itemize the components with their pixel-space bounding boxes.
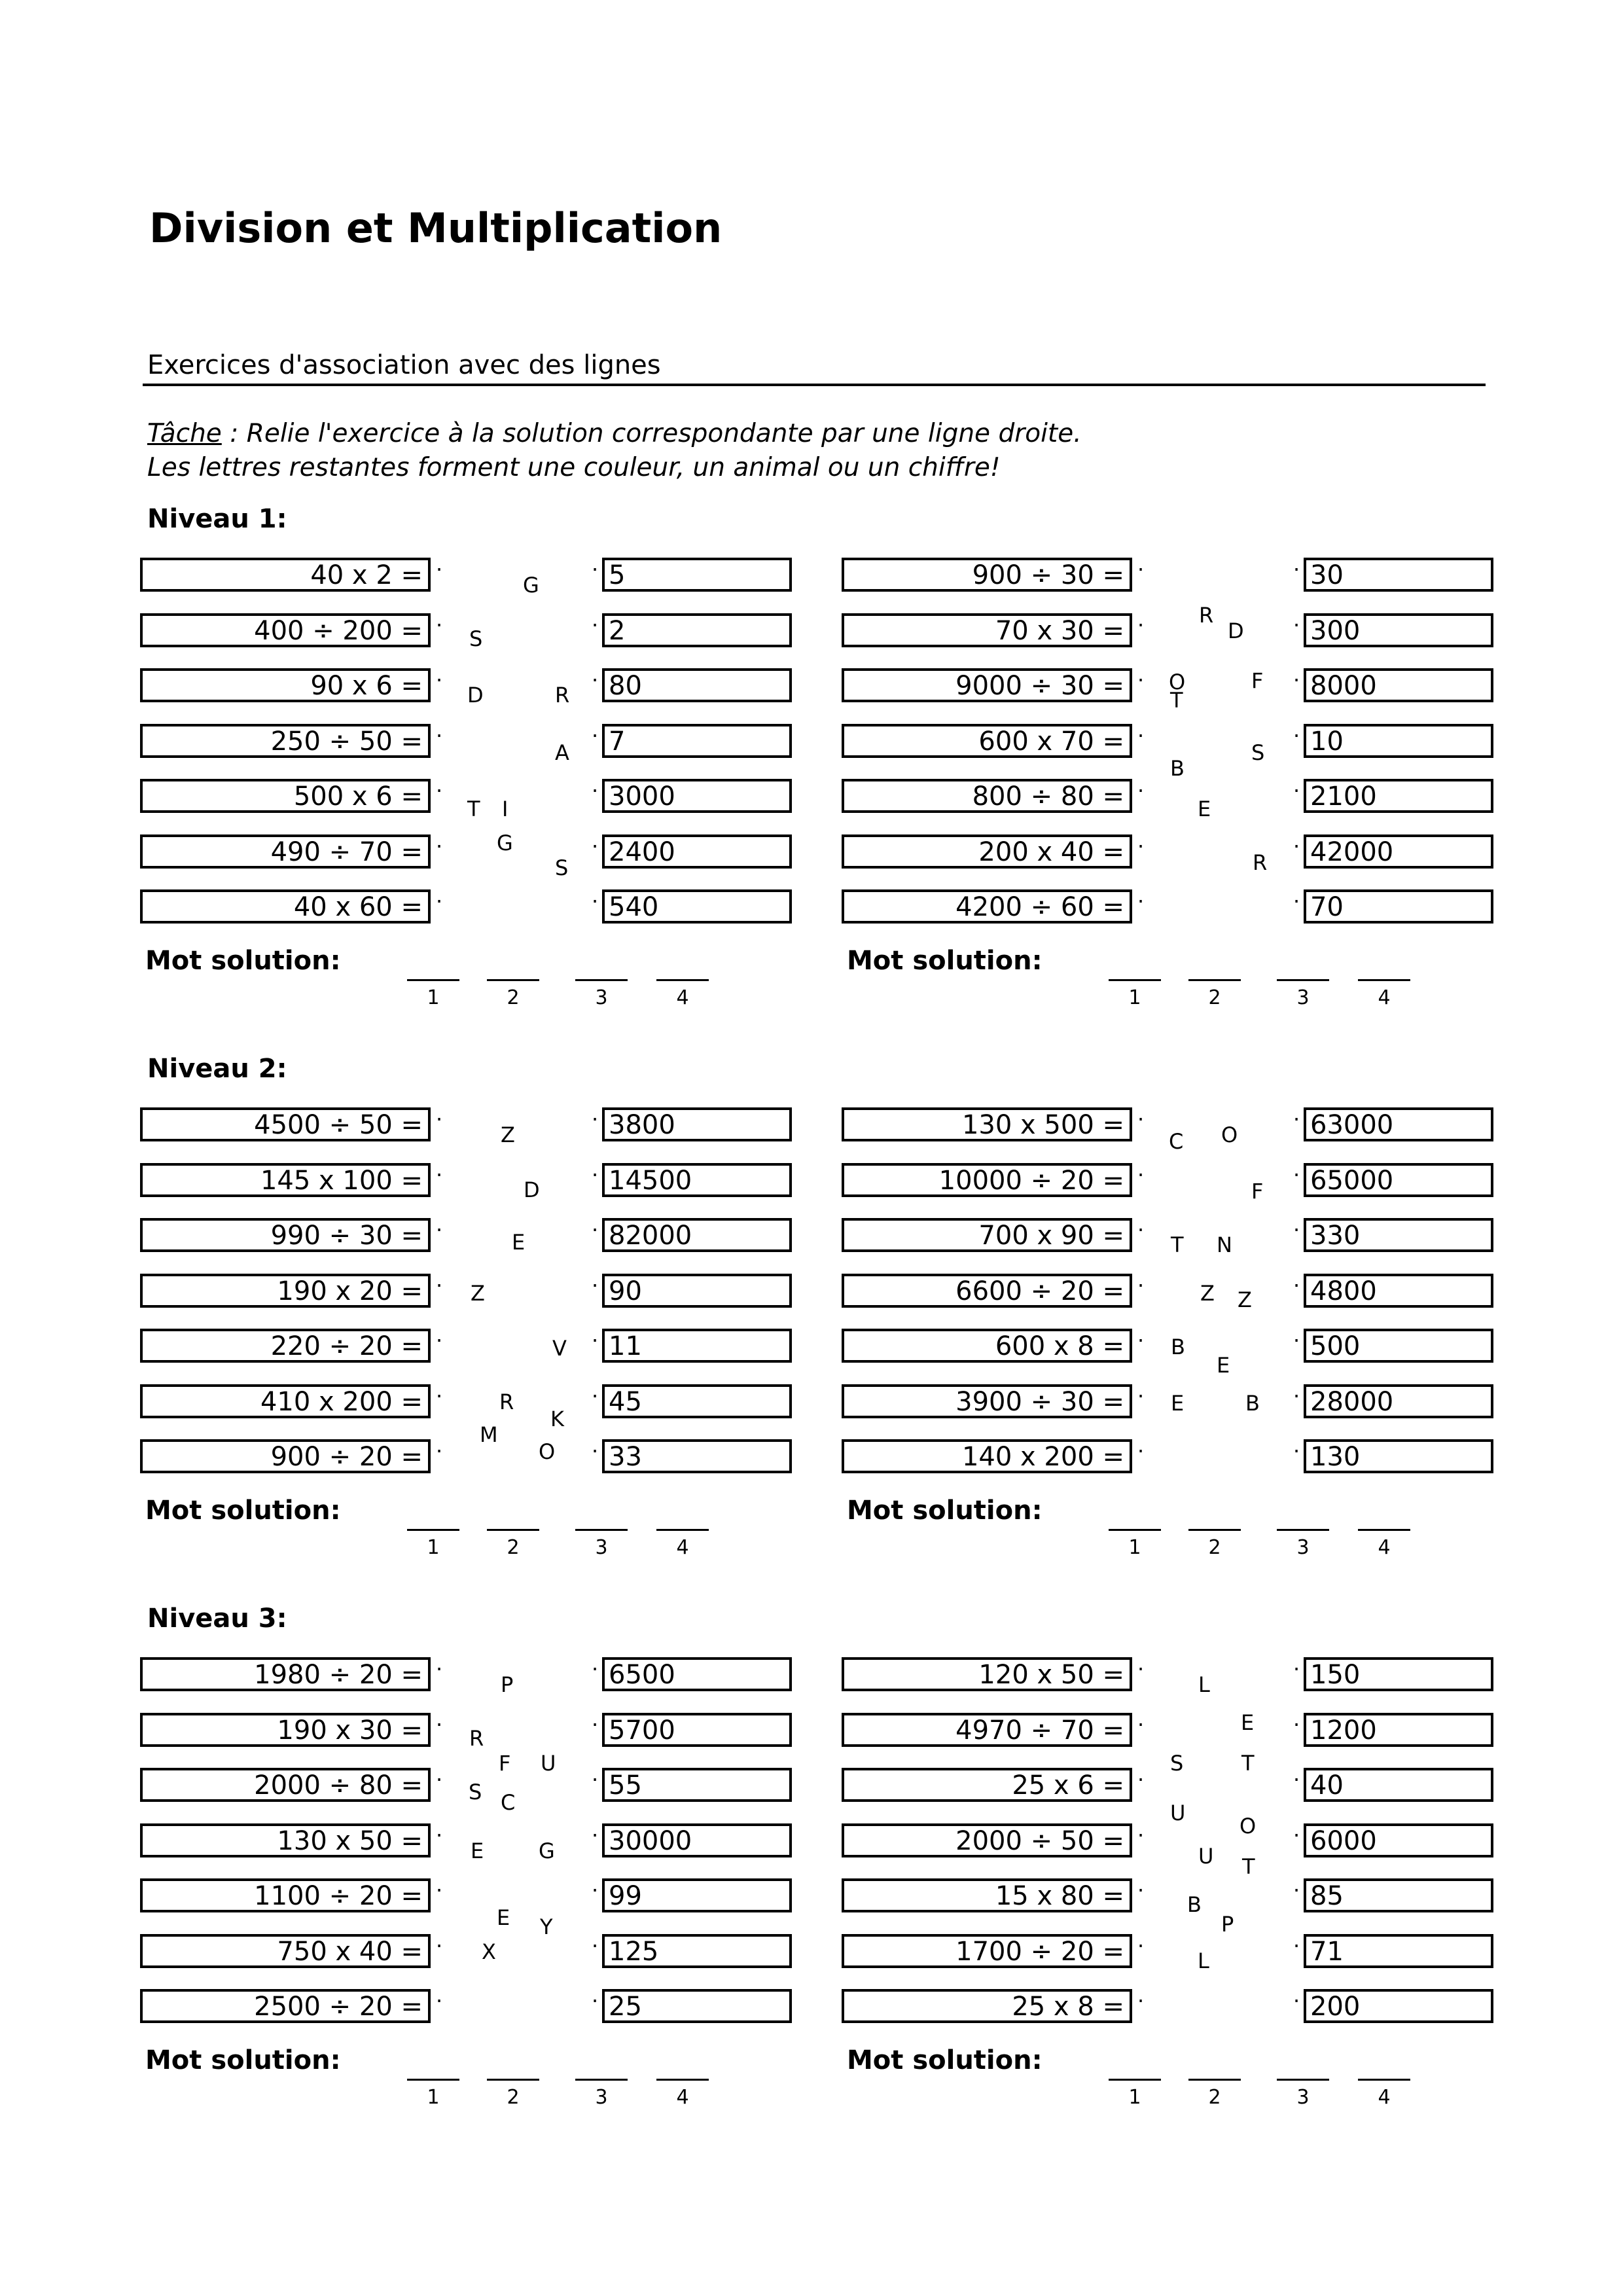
exercise-box[interactable]: 2000 ÷ 80 =: [140, 1768, 431, 1802]
solution-box[interactable]: 90: [602, 1274, 792, 1308]
exercise-box[interactable]: 800 ÷ 80 =: [842, 779, 1132, 813]
solution-dot[interactable]: ·: [1293, 1988, 1300, 2013]
letter: R: [1199, 603, 1214, 628]
solution-dot[interactable]: ·: [592, 1988, 599, 2013]
solution-box[interactable]: 14500: [602, 1163, 792, 1197]
exercise-box[interactable]: 2500 ÷ 20 =: [140, 1989, 431, 2023]
letter: E: [1198, 797, 1211, 821]
solution-box[interactable]: 80: [602, 668, 792, 702]
solution-blank-number: 4: [676, 2086, 689, 2109]
letter: E: [497, 1905, 510, 1930]
solution-dot[interactable]: ·: [1293, 1328, 1300, 1353]
letter: O: [539, 1439, 556, 1464]
letter: T: [1170, 688, 1183, 713]
solution-dot[interactable]: ·: [592, 1823, 599, 1848]
exercise-box[interactable]: 600 x 8 =: [842, 1329, 1132, 1363]
solution-dot[interactable]: ·: [592, 1878, 599, 1903]
exercise-dot[interactable]: ·: [436, 834, 443, 859]
letter: U: [541, 1751, 556, 1776]
solution-box[interactable]: 42000: [1304, 834, 1493, 869]
exercise-panel: [842, 558, 1496, 1055]
exercise-dot[interactable]: ·: [436, 1712, 443, 1737]
exercise-dot[interactable]: ·: [436, 1988, 443, 2013]
solution-label: Mot solution:: [145, 2045, 341, 2075]
solution-dot[interactable]: ·: [592, 1217, 599, 1242]
exercise-box[interactable]: 4970 ÷ 70 =: [842, 1713, 1132, 1747]
letter: C: [1169, 1129, 1184, 1154]
exercise-dot[interactable]: ·: [436, 1273, 443, 1298]
exercise-box[interactable]: 1980 ÷ 20 =: [140, 1657, 431, 1691]
exercise-box[interactable]: 200 x 40 =: [842, 834, 1132, 869]
solution-box[interactable]: 125: [602, 1934, 792, 1968]
solution-blank-number: 1: [1128, 2086, 1141, 2109]
solution-dot[interactable]: ·: [592, 1712, 599, 1737]
letter: D: [467, 683, 484, 708]
solution-box[interactable]: 2: [602, 613, 792, 647]
exercise-dot[interactable]: ·: [436, 668, 443, 692]
exercise-panel: [842, 1657, 1496, 2155]
letter: D: [524, 1177, 540, 1202]
solution-box[interactable]: 71: [1304, 1934, 1493, 1968]
solution-dot[interactable]: ·: [592, 1439, 599, 1463]
exercise-panel: [140, 558, 794, 1055]
solution-blank-number: 1: [427, 1536, 440, 1559]
exercise-dot[interactable]: ·: [1137, 1107, 1145, 1132]
letter: G: [497, 831, 513, 855]
solution-blank[interactable]: [1358, 979, 1410, 981]
letter: K: [550, 1407, 564, 1431]
solution-box[interactable]: 30: [1304, 558, 1493, 592]
solution-blank-number: 1: [1128, 1536, 1141, 1559]
solution-dot[interactable]: ·: [1293, 889, 1300, 914]
solution-box[interactable]: 63000: [1304, 1107, 1493, 1141]
exercise-box[interactable]: 40 x 60 =: [140, 889, 431, 924]
exercise-dot[interactable]: ·: [1137, 1273, 1145, 1298]
solution-dot[interactable]: ·: [592, 778, 599, 803]
solution-blank-number: 3: [1296, 1536, 1310, 1559]
solution-blank[interactable]: [575, 979, 628, 981]
letter: B: [1171, 1335, 1185, 1359]
letter: F: [1251, 668, 1264, 693]
exercise-box[interactable]: 6600 ÷ 20 =: [842, 1274, 1132, 1308]
solution-box[interactable]: 130: [1304, 1439, 1493, 1473]
solution-dot[interactable]: ·: [592, 1107, 599, 1132]
solution-box[interactable]: 540: [602, 889, 792, 924]
solution-box[interactable]: 30000: [602, 1823, 792, 1857]
solution-dot[interactable]: ·: [1293, 723, 1300, 748]
solution-box[interactable]: 3800: [602, 1107, 792, 1141]
solution-dot[interactable]: ·: [1293, 1384, 1300, 1408]
exercise-box[interactable]: 750 x 40 =: [140, 1934, 431, 1968]
exercise-box[interactable]: 145 x 100 =: [140, 1163, 431, 1197]
exercise-dot[interactable]: ·: [436, 889, 443, 914]
solution-dot[interactable]: ·: [1293, 1657, 1300, 1681]
exercise-box[interactable]: 9000 ÷ 30 =: [842, 668, 1132, 702]
solution-blank[interactable]: [656, 1529, 709, 1531]
exercise-box[interactable]: 490 ÷ 70 =: [140, 834, 431, 869]
solution-blank[interactable]: [1188, 979, 1241, 981]
letter: R: [469, 1726, 484, 1751]
solution-dot[interactable]: ·: [592, 1328, 599, 1353]
solution-box[interactable]: 3000: [602, 779, 792, 813]
exercise-box[interactable]: 4200 ÷ 60 =: [842, 889, 1132, 924]
level-label: Niveau 2:: [147, 1054, 287, 1084]
solution-blank[interactable]: [1277, 979, 1329, 981]
exercise-box[interactable]: 130 x 50 =: [140, 1823, 431, 1857]
letter: S: [469, 1780, 482, 1804]
solution-dot[interactable]: ·: [592, 889, 599, 914]
exercise-dot[interactable]: ·: [1137, 1933, 1145, 1958]
solution-dot[interactable]: ·: [1293, 778, 1300, 803]
letter: U: [1198, 1844, 1214, 1869]
letter: V: [552, 1336, 567, 1361]
solution-blank-number: 3: [595, 2086, 608, 2109]
solution-blank[interactable]: [487, 979, 539, 981]
letter: E: [512, 1230, 526, 1255]
letter: P: [501, 1672, 514, 1697]
exercise-dot[interactable]: ·: [1137, 723, 1145, 748]
letter: E: [1241, 1710, 1255, 1735]
exercise-dot[interactable]: ·: [1137, 1823, 1145, 1848]
solution-box[interactable]: 200: [1304, 1989, 1493, 2023]
exercise-dot[interactable]: ·: [436, 1767, 443, 1792]
solution-box[interactable]: 5: [602, 558, 792, 592]
exercise-dot[interactable]: ·: [436, 613, 443, 637]
exercise-dot[interactable]: ·: [436, 1933, 443, 1958]
exercise-box[interactable]: 410 x 200 =: [140, 1384, 431, 1418]
letter: E: [1217, 1353, 1230, 1378]
letter: L: [1198, 1672, 1210, 1697]
solution-dot[interactable]: ·: [1293, 834, 1300, 859]
letter: S: [1251, 740, 1265, 765]
letter: Z: [501, 1122, 515, 1147]
solution-blank[interactable]: [1188, 1529, 1241, 1531]
exercise-dot[interactable]: ·: [1137, 1878, 1145, 1903]
exercise-box[interactable]: 250 ÷ 50 =: [140, 724, 431, 758]
exercise-panel: [842, 1107, 1496, 1605]
letter: Z: [1238, 1287, 1252, 1312]
exercise-panel: [140, 1657, 794, 2155]
letter: Z: [1200, 1281, 1215, 1306]
exercise-dot[interactable]: ·: [1137, 1767, 1145, 1792]
section-subtitle: Exercices d'association avec des lignes: [147, 350, 661, 380]
exercise-dot[interactable]: ·: [1137, 889, 1145, 914]
solution-box[interactable]: 2100: [1304, 779, 1493, 813]
exercise-box[interactable]: 1100 ÷ 20 =: [140, 1878, 431, 1912]
level-label: Niveau 3:: [147, 1604, 287, 1634]
exercise-box[interactable]: 3900 ÷ 30 =: [842, 1384, 1132, 1418]
solution-dot[interactable]: ·: [1293, 1878, 1300, 1903]
solution-blank-number: 1: [1128, 986, 1141, 1009]
solution-blank[interactable]: [1277, 1529, 1329, 1531]
exercise-dot[interactable]: ·: [1137, 1439, 1145, 1463]
exercise-dot[interactable]: ·: [1137, 1384, 1145, 1408]
letter: R: [555, 683, 570, 708]
solution-dot[interactable]: ·: [1293, 613, 1300, 637]
letter: B: [1245, 1391, 1260, 1416]
solution-box[interactable]: 6000: [1304, 1823, 1493, 1857]
letter: Z: [471, 1281, 485, 1306]
exercise-box[interactable]: 900 ÷ 30 =: [842, 558, 1132, 592]
exercise-dot[interactable]: ·: [436, 1439, 443, 1463]
letter: R: [499, 1390, 514, 1414]
exercise-dot[interactable]: ·: [1137, 1328, 1145, 1353]
solution-dot[interactable]: ·: [1293, 1823, 1300, 1848]
letter: E: [1171, 1391, 1185, 1416]
letter: N: [1217, 1232, 1232, 1257]
exercise-box[interactable]: 10000 ÷ 20 =: [842, 1163, 1132, 1197]
letter: T: [1242, 1854, 1255, 1879]
task-word: Tâche: [147, 419, 222, 448]
level-label: Niveau 1:: [147, 504, 287, 534]
solution-blank-number: 2: [507, 2086, 520, 2109]
solution-blank[interactable]: [575, 2079, 628, 2081]
solution-blank-number: 3: [1296, 986, 1310, 1009]
solution-blank-number: 2: [1208, 986, 1221, 1009]
solution-dot[interactable]: ·: [1293, 1712, 1300, 1737]
solution-blank[interactable]: [407, 1529, 459, 1531]
solution-dot[interactable]: ·: [592, 723, 599, 748]
solution-label: Mot solution:: [847, 946, 1043, 976]
solution-label: Mot solution:: [145, 946, 341, 976]
solution-box[interactable]: 6500: [602, 1657, 792, 1691]
letter: B: [1170, 756, 1185, 781]
solution-dot[interactable]: ·: [592, 557, 599, 582]
exercise-dot[interactable]: ·: [436, 723, 443, 748]
solution-blank-number: 3: [595, 986, 608, 1009]
letter: S: [1170, 1751, 1184, 1776]
solution-box[interactable]: 5700: [602, 1713, 792, 1747]
letter: F: [499, 1751, 511, 1776]
letter: R: [1253, 850, 1268, 875]
solution-dot[interactable]: ·: [592, 613, 599, 637]
solution-blank[interactable]: [1109, 1529, 1161, 1531]
exercise-box[interactable]: 990 ÷ 30 =: [140, 1218, 431, 1252]
solution-blank-number: 3: [595, 1536, 608, 1559]
solution-label: Mot solution:: [145, 1496, 341, 1526]
solution-dot[interactable]: ·: [592, 1767, 599, 1792]
exercise-dot[interactable]: ·: [1137, 668, 1145, 692]
exercise-box[interactable]: 25 x 8 =: [842, 1989, 1132, 2023]
solution-blank[interactable]: [487, 1529, 539, 1531]
solution-blank-number: 4: [1378, 986, 1391, 1009]
solution-blank[interactable]: [407, 979, 459, 981]
exercise-box[interactable]: 400 ÷ 200 =: [140, 613, 431, 647]
exercise-box[interactable]: 900 ÷ 20 =: [140, 1439, 431, 1473]
exercise-dot[interactable]: ·: [436, 778, 443, 803]
exercise-box[interactable]: 190 x 20 =: [140, 1274, 431, 1308]
solution-blank[interactable]: [1358, 2079, 1410, 2081]
letter: M: [480, 1422, 498, 1447]
solution-box[interactable]: 330: [1304, 1218, 1493, 1252]
solution-box[interactable]: 99: [602, 1878, 792, 1912]
letter: E: [471, 1839, 484, 1863]
solution-dot[interactable]: ·: [592, 1162, 599, 1187]
solution-box[interactable]: 33: [602, 1439, 792, 1473]
solution-box[interactable]: 4800: [1304, 1274, 1493, 1308]
solution-box[interactable]: 65000: [1304, 1163, 1493, 1197]
exercise-dot[interactable]: ·: [436, 1384, 443, 1408]
letter: L: [1198, 1948, 1209, 1973]
solution-dot[interactable]: ·: [592, 1933, 599, 1958]
exercise-box[interactable]: 130 x 500 =: [842, 1107, 1132, 1141]
solution-blank-number: 1: [427, 2086, 440, 2109]
exercise-box[interactable]: 1700 ÷ 20 =: [842, 1934, 1132, 1968]
exercise-dot[interactable]: ·: [1137, 613, 1145, 637]
solution-dot[interactable]: ·: [592, 834, 599, 859]
subtitle-underline: [143, 384, 1486, 386]
exercise-dot[interactable]: ·: [1137, 557, 1145, 582]
solution-blank-number: 4: [1378, 1536, 1391, 1559]
letter: U: [1170, 1801, 1186, 1825]
letter: D: [1228, 619, 1244, 643]
exercise-box[interactable]: 600 x 70 =: [842, 724, 1132, 758]
exercise-dot[interactable]: ·: [436, 1107, 443, 1132]
exercise-dot[interactable]: ·: [436, 557, 443, 582]
solution-box[interactable]: 1200: [1304, 1713, 1493, 1747]
solution-blank-number: 4: [676, 1536, 689, 1559]
solution-box[interactable]: 300: [1304, 613, 1493, 647]
solution-blank[interactable]: [1109, 2079, 1161, 2081]
instructions-text-1: : Relie l'exercice à la solution correspondante par une ligne droite.: [221, 419, 1082, 448]
letter: T: [1241, 1751, 1255, 1776]
exercise-box[interactable]: 40 x 2 =: [140, 558, 431, 592]
exercise-dot[interactable]: ·: [436, 1162, 443, 1187]
solution-dot[interactable]: ·: [1293, 1162, 1300, 1187]
solution-box[interactable]: 8000: [1304, 668, 1493, 702]
exercise-box[interactable]: 70 x 30 =: [842, 613, 1132, 647]
exercise-dot[interactable]: ·: [1137, 778, 1145, 803]
solution-dot[interactable]: ·: [1293, 557, 1300, 582]
letter: A: [555, 740, 569, 765]
solution-dot[interactable]: ·: [1293, 1273, 1300, 1298]
solution-label: Mot solution:: [847, 1496, 1043, 1526]
letter: X: [482, 1939, 496, 1964]
exercise-dot[interactable]: ·: [1137, 1162, 1145, 1187]
solution-blank-number: 2: [1208, 1536, 1221, 1559]
solution-blank[interactable]: [1109, 979, 1161, 981]
letter: T: [467, 797, 480, 821]
letter: P: [1221, 1912, 1234, 1937]
solution-box[interactable]: 70: [1304, 889, 1493, 924]
solution-dot[interactable]: ·: [1293, 1933, 1300, 1958]
solution-blank-number: 4: [676, 986, 689, 1009]
letter: Y: [540, 1914, 553, 1939]
solution-box[interactable]: 2400: [602, 834, 792, 869]
solution-box[interactable]: 150: [1304, 1657, 1493, 1691]
exercise-dot[interactable]: ·: [1137, 1657, 1145, 1681]
solution-dot[interactable]: ·: [592, 1657, 599, 1681]
letter: F: [1251, 1179, 1264, 1204]
solution-dot[interactable]: ·: [592, 668, 599, 692]
solution-dot[interactable]: ·: [1293, 1439, 1300, 1463]
solution-box[interactable]: 55: [602, 1768, 792, 1802]
solution-blank-number: 4: [1378, 2086, 1391, 2109]
letter: B: [1187, 1892, 1202, 1917]
exercise-box[interactable]: 190 x 30 =: [140, 1713, 431, 1747]
page-title: Division et Multiplication: [149, 204, 722, 252]
solution-blank-number: 2: [507, 1536, 520, 1559]
solution-box[interactable]: 11: [602, 1329, 792, 1363]
solution-blank[interactable]: [656, 2079, 709, 2081]
solution-blank-number: 1: [427, 986, 440, 1009]
exercise-dot[interactable]: ·: [436, 1823, 443, 1848]
solution-box[interactable]: 7: [602, 724, 792, 758]
solution-blank[interactable]: [407, 2079, 459, 2081]
exercise-box[interactable]: 220 ÷ 20 =: [140, 1329, 431, 1363]
letter: O: [1169, 670, 1186, 694]
exercise-box[interactable]: 25 x 6 =: [842, 1768, 1132, 1802]
exercise-box[interactable]: 90 x 6 =: [140, 668, 431, 702]
solution-box[interactable]: 82000: [602, 1218, 792, 1252]
solution-blank[interactable]: [1277, 2079, 1329, 2081]
instructions-line-1: [147, 419, 1082, 448]
letter: O: [1240, 1814, 1257, 1839]
exercise-panel: [140, 1107, 794, 1605]
exercise-dot[interactable]: ·: [436, 1217, 443, 1242]
letter: G: [539, 1839, 555, 1863]
exercise-box[interactable]: 500 x 6 =: [140, 779, 431, 813]
letter: T: [1171, 1232, 1184, 1257]
solution-dot[interactable]: ·: [1293, 1107, 1300, 1132]
solution-blank-number: 2: [507, 986, 520, 1009]
exercise-dot[interactable]: ·: [436, 1657, 443, 1681]
letter: O: [1221, 1122, 1238, 1147]
exercise-dot[interactable]: ·: [1137, 1988, 1145, 2013]
solution-dot[interactable]: ·: [592, 1273, 599, 1298]
solution-box[interactable]: 45: [602, 1384, 792, 1418]
solution-blank[interactable]: [575, 1529, 628, 1531]
solution-blank-number: 3: [1296, 2086, 1310, 2109]
exercise-box[interactable]: 4500 ÷ 50 =: [140, 1107, 431, 1141]
solution-blank-number: 2: [1208, 2086, 1221, 2109]
solution-blank[interactable]: [1358, 1529, 1410, 1531]
exercise-dot[interactable]: ·: [1137, 1217, 1145, 1242]
solution-box[interactable]: 85: [1304, 1878, 1493, 1912]
exercise-box[interactable]: 120 x 50 =: [842, 1657, 1132, 1691]
exercise-box[interactable]: 140 x 200 =: [842, 1439, 1132, 1473]
exercise-box[interactable]: 15 x 80 =: [842, 1878, 1132, 1912]
solution-dot[interactable]: ·: [1293, 1217, 1300, 1242]
solution-label: Mot solution:: [847, 2045, 1043, 2075]
solution-box[interactable]: 40: [1304, 1768, 1493, 1802]
solution-dot[interactable]: ·: [592, 1384, 599, 1408]
instructions-line-2: Les lettres restantes forment une couleur, un animal ou un chiffre!: [147, 453, 1001, 482]
exercise-dot[interactable]: ·: [436, 1328, 443, 1353]
exercise-box[interactable]: 2000 ÷ 50 =: [842, 1823, 1132, 1857]
solution-box[interactable]: 10: [1304, 724, 1493, 758]
solution-box[interactable]: 25: [602, 1989, 792, 2023]
letter: S: [469, 626, 483, 651]
solution-blank[interactable]: [487, 2079, 539, 2081]
solution-dot[interactable]: ·: [1293, 668, 1300, 692]
exercise-dot[interactable]: ·: [1137, 1712, 1145, 1737]
letter: S: [555, 855, 569, 880]
solution-dot[interactable]: ·: [1293, 1767, 1300, 1792]
solution-box[interactable]: 28000: [1304, 1384, 1493, 1418]
solution-blank[interactable]: [1188, 2079, 1241, 2081]
exercise-dot[interactable]: ·: [1137, 834, 1145, 859]
letter: G: [523, 573, 539, 598]
letter: C: [501, 1790, 516, 1815]
exercise-dot[interactable]: ·: [436, 1878, 443, 1903]
solution-blank[interactable]: [656, 979, 709, 981]
solution-box[interactable]: 500: [1304, 1329, 1493, 1363]
letter: I: [502, 797, 508, 821]
exercise-box[interactable]: 700 x 90 =: [842, 1218, 1132, 1252]
